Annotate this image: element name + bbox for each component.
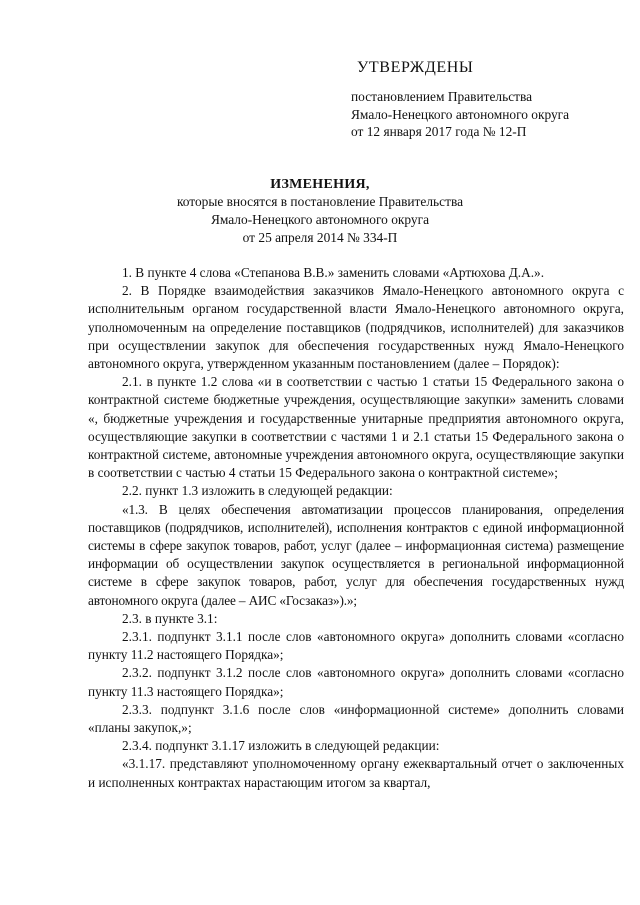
title-line: которые вносятся в постановление Правительства	[176, 194, 464, 209]
approval-block	[351, 58, 621, 141]
paragraph-2-2: 2.2. пункт 1.3 изложить в следующей редакции:	[122, 483, 393, 499]
paragraph-2-3-4: 2.3.4. подпункт 3.1.17 изложить в следующей редакции:	[122, 738, 440, 754]
paragraph-1: 1. В пункте 4 слова «Степанова В.В.» заменить словами «Артюхова Д.А.».	[122, 265, 545, 280]
document-title	[0, 176, 640, 247]
paragraph-2-3-2: 2.3.2. подпункт 3.1.2 после слов «автономного округа» дополнить словами «согласно пункту 11.3 настоящего Порядка»;	[88, 665, 624, 699]
paragraph-2-1: 2.1. в пункте 1.2 слова «и в соответствии с частью 1 статьи 15 Федерального закона о контрактной системе бюджетные учреждения, осуществляющие закупки» заменить словами «, бюджетные учреждения и государственные унитарные предприятия автономного округа, осуществляющие закупки в соответствии с частями 1 и 2.1 статьи 15 Федерального закона о контрактной системе, автономные учреждения автономного округа, осуществляющие закупки в соответствии с частью 4 статьи 15 Федерального закона о контрактной системе»;	[88, 374, 624, 481]
paragraph-2-3: 2.3. в пункте 3.1:	[122, 610, 218, 626]
paragraph-3-1-17-quote: «3.1.17. представляют уполномоченному органу ежеквартальный отчет о заключенных и исполненных контрактах нарастающим итогом за квартал,	[88, 756, 624, 790]
approval-line: постановлением Правительства	[351, 89, 533, 104]
title-line: Ямало-Ненецкого автономного округа	[210, 212, 430, 227]
paragraph-2-3-3: 2.3.3. подпункт 3.1.6 после слов «информационной системе» дополнить словами «планы закупок,»;	[88, 701, 624, 736]
approval-line: Ямало-Ненецкого автономного округа	[351, 106, 570, 122]
paragraph-2-3-1: 2.3.1. подпункт 3.1.1 после слов «автономного округа» дополнить словами «согласно пункту 11.2 настоящего Порядка»;	[88, 629, 624, 663]
title-heading: ИЗМЕНЕНИЯ,	[270, 177, 370, 192]
approval-line: от 12 января 2017 года № 12-П	[351, 124, 527, 139]
paragraph-1-3-quote: «1.3. В целях обеспечения автоматизации процессов планирования, определения поставщиков (подрядчиков, исполнителей), исполнения контрактов с единой информационной системы в сфере закупок товаров, работ, услуг (далее – информационная система) размещение информации об осуществлении закупок осуществляется в региональной информационной системе в сфере закупок товаров, работ, услуг для обеспечения государственных нужд автономного округа (далее – АИС «Госзаказ»).»;	[88, 501, 624, 608]
title-line: от 25 апреля 2014 № 334-П	[242, 230, 398, 245]
paragraph-2: 2. В Порядке взаимодействия заказчиков Ямало-Ненецкого автономного округа с исполнительным органом государственной власти Ямало-Ненецкого автономного округа, уполномоченным на определение поставщиков (подрядчиков, исполнителей) для заказчиков при осуществлении закупок для обеспечения государственных нужд Ямало-Ненецкого автономного округа, утвержденном указанным постановлением (далее – Порядок):	[88, 283, 624, 372]
document-body	[88, 264, 624, 792]
approval-heading: УТВЕРЖДЕНЫ	[357, 59, 474, 76]
